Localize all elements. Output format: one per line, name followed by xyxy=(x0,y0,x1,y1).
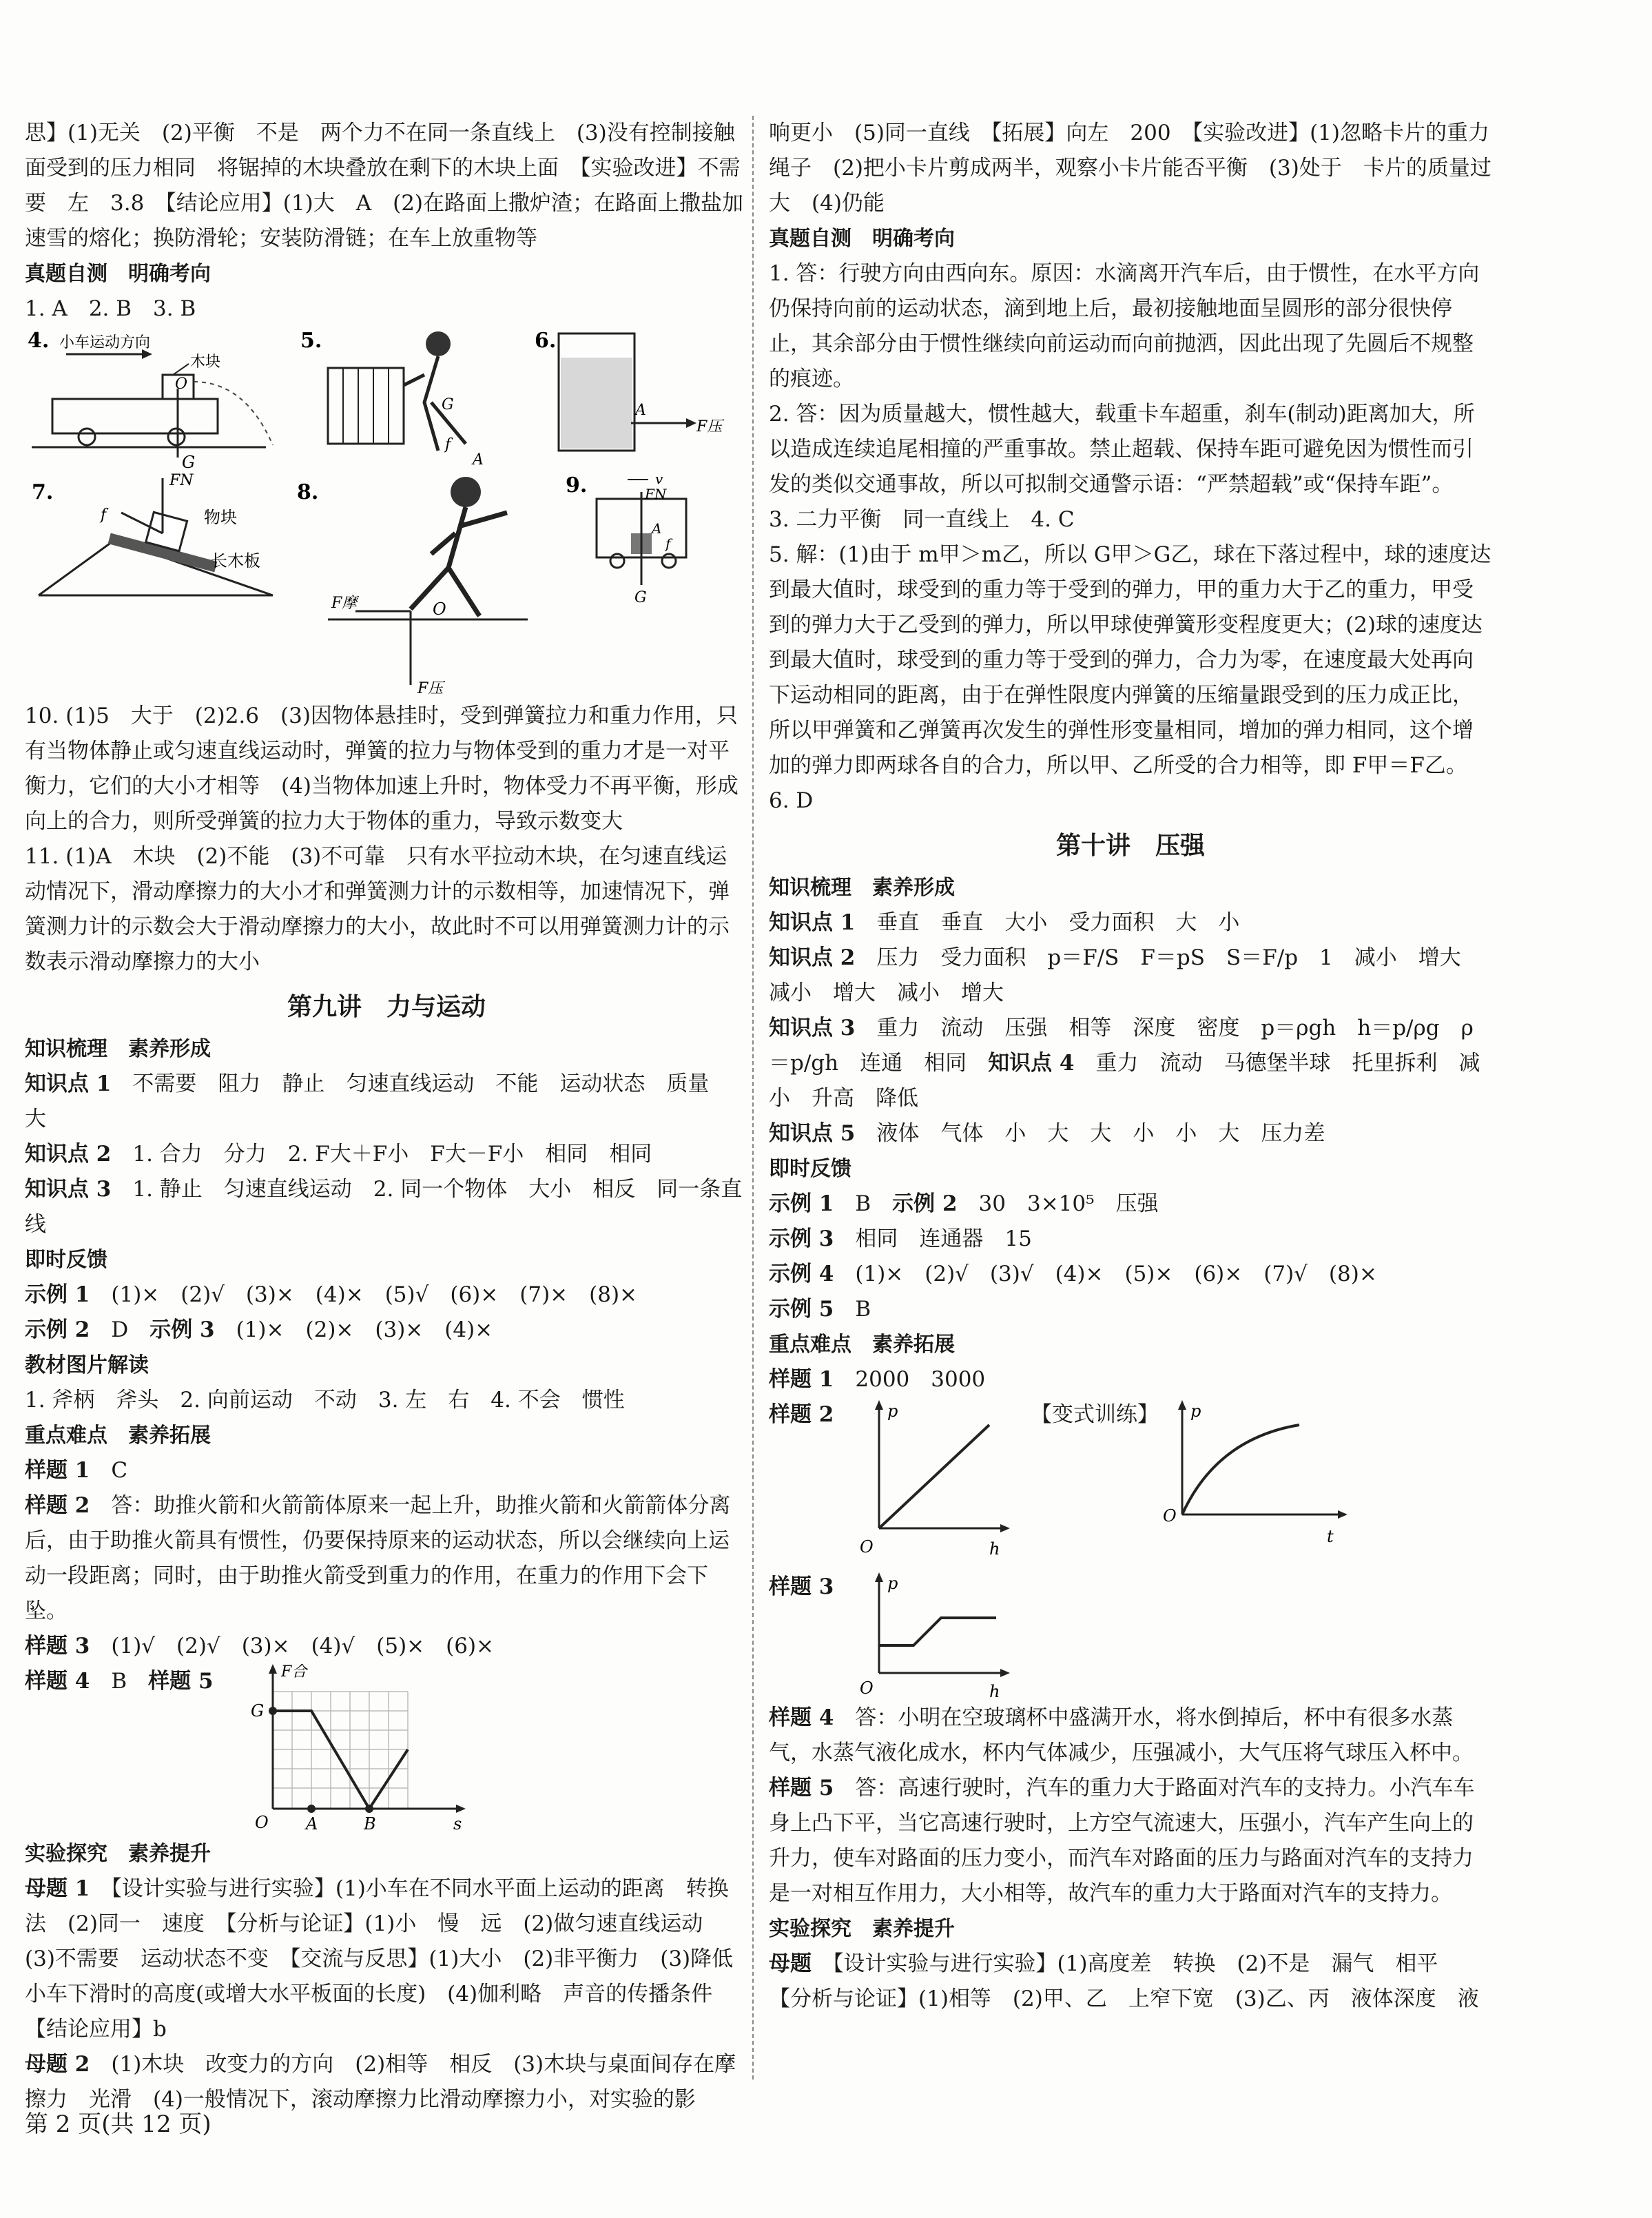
answer-paragraph: 2. 答：因为质量越大，惯性越大，载重卡车超重，刹车(制动)距离加大，所以造成连续追尾相撞的严重事故。禁止超载、保持车距可避免因为惯性而引发的类似交通事故，所以可拟制交通警示语：“严禁超载”或“保持车距”。 xyxy=(769,402,1475,497)
sample-label: 样题 5 xyxy=(148,1669,214,1694)
example-label: 示例 5 xyxy=(769,1297,834,1322)
mother-label: 母题 xyxy=(769,1951,812,1976)
g3-p-label: p xyxy=(887,1574,898,1593)
knowledge-text: 不需要 阻力 静止 匀速直线运动 不能 运动状态 质量 大 xyxy=(25,1071,731,1131)
fig7-board-label: 长木板 xyxy=(211,551,260,571)
sample-3-row xyxy=(769,1570,1492,1701)
sample-5-graph xyxy=(231,1664,479,1836)
answer-paragraph: 响更小 (5)同一直线 【拓展】向左 200 【实验改进】(1)忽略卡片的重力 绳子 (2)把小卡片剪成两半，观察小卡片能否平衡 (3)处于 卡片的质量过大 (4)仍能 xyxy=(769,121,1511,216)
sample-text: 答：助推火箭和火箭箭体原来一起上升，助推火箭和火箭箭体分离后，由于助推火箭具有惯性，仍要保持原来的运动状态，所以会继续向上运动一段距离；同时，由于助推火箭受到重力的作用，在重力的作用下会下坠。 xyxy=(25,1493,731,1623)
sample-label: 样题 1 xyxy=(25,1458,90,1483)
sample-text: (1)√ (2)√ (3)× (4)√ (5)× (6)× xyxy=(111,1634,495,1659)
example-text: B xyxy=(855,1191,871,1216)
variant-graph xyxy=(1155,1397,1361,1563)
sample-text: 2000 3000 xyxy=(855,1367,986,1392)
example-text: 30 3×10⁵ 压强 xyxy=(978,1191,1159,1216)
figure-row-4-6 xyxy=(25,327,748,471)
example-label: 示例 1 xyxy=(769,1191,834,1216)
variant-label: 【变式训练】 xyxy=(1031,1402,1159,1427)
knowledge-label: 知识点 1 xyxy=(25,1071,112,1096)
fig5-number: 5. xyxy=(300,329,322,353)
section-heading: 重点难点 素养拓展 xyxy=(769,1333,955,1357)
figure-row-7-9 xyxy=(25,471,748,699)
knowledge-label: 知识点 4 xyxy=(988,1051,1075,1076)
fig7-FN: FN xyxy=(169,472,194,489)
section-heading: 实验探究 素养提升 xyxy=(25,1842,211,1866)
knowledge-text: 液体 气体 小 大 大 小 小 大 压力差 xyxy=(876,1121,1325,1146)
example-label: 示例 4 xyxy=(769,1262,834,1286)
fig9-f: f xyxy=(665,535,671,552)
mother-text: 【设计实验与进行实验】(1)小车在不同水平面上运动的距离 转换法 (2)同一 速度 【分析与论证】(1)小 慢 远 (2)做匀速直线运动 (3)不需要 运动状态不变 【交流与反思】(1)大小 (2)非平衡力 (3)降低小车下滑时的高度(或增大水平板面的长度) (4)伽利略 声音的传播条件 【结论应用】b xyxy=(25,1876,734,2042)
section-heading: 真题自测 明确考向 xyxy=(769,227,955,251)
answer-paragraph: 11. (1)A 木块 (2)不能 (3)不可靠 只有水平拉动木块，在匀速直线运动情况下，滑动摩擦力的大小才和弹簧测力计的示数相等，加速情况下，弹簧测力计的示数会大于滑动摩擦力的大小，故此时不可以用弹簧测力计的示数表示滑动摩擦力的大小 xyxy=(25,844,730,974)
knowledge-text: 1. 合力 分力 2. F大＋F小 F大－F小 相同 相同 xyxy=(132,1142,652,1167)
knowledge-text: 重力 流动 压强 相等 深度 密度 p＝ρgh h＝p/ρg ρ＝p/gh 连通 相同 xyxy=(769,1016,1474,1076)
g3-h-label: h xyxy=(989,1682,1000,1701)
knowledge-label: 知识点 2 xyxy=(769,945,856,970)
sample-label: 样题 3 xyxy=(25,1634,90,1659)
page-footer: 第 2 页(共 12 页) xyxy=(25,2111,211,2138)
sample-label: 样题 5 xyxy=(769,1776,834,1800)
gv-t-label: t xyxy=(1327,1527,1334,1546)
section-heading: 知识梳理 素养形成 xyxy=(769,876,955,900)
g2-h-label: h xyxy=(989,1539,1000,1559)
example-text: D xyxy=(111,1317,129,1342)
knowledge-text: 垂直 垂直 大小 受力面积 大 小 xyxy=(876,910,1240,935)
sample-3-graph xyxy=(851,1570,1031,1701)
sample-label: 样题 2 xyxy=(25,1493,90,1518)
fig9-v: v xyxy=(655,471,663,487)
knowledge-text: 1. 静止 匀速直线运动 2. 同一个物体 大小 相反 同一条直线 xyxy=(25,1177,743,1237)
section-heading: 真题自测 明确考向 xyxy=(25,262,211,286)
knowledge-label: 知识点 1 xyxy=(769,910,856,935)
example-label: 示例 2 xyxy=(25,1317,90,1342)
section-heading: 即时反馈 xyxy=(25,1248,107,1272)
g2-p-label: p xyxy=(887,1401,898,1421)
g5-A-label: A xyxy=(306,1814,318,1834)
sample-text: C xyxy=(111,1458,128,1483)
fig5-f: f xyxy=(445,436,451,453)
example-label: 示例 3 xyxy=(149,1317,215,1342)
fig9-A: A xyxy=(652,520,662,537)
sample-label: 样题 4 xyxy=(25,1669,90,1694)
fig9-FN: FN xyxy=(645,486,667,502)
answer-line: 3. 二力平衡 同一直线上 4. C xyxy=(769,507,1075,532)
column-divider xyxy=(752,116,754,2080)
g5-G-label: G xyxy=(251,1701,265,1721)
sample-4-5-row xyxy=(25,1664,748,1836)
knowledge-label: 知识点 5 xyxy=(769,1121,856,1146)
example-label: 示例 3 xyxy=(769,1226,834,1251)
sample-text: 答：小明在空玻璃杯中盛满开水，将水倒掉后，杯中有很多水蒸气，水蒸气液化成水，杯内气体减少，压强减小，大气压将气球压入杯中。 xyxy=(769,1705,1474,1765)
fig8-O: O xyxy=(433,599,446,619)
example-text: 相同 连通器 15 xyxy=(855,1226,1032,1251)
g2-O-label: O xyxy=(860,1537,874,1557)
knowledge-label: 知识点 3 xyxy=(769,1016,856,1040)
sample-text: 答：高速行驶时，汽车的重力大于路面对汽车的支持力。小汽车车身上凸下平，当它高速行驶时，上方空气流速大，压强小，汽车产生向上的升力，使车对路面的压力变小，而汽车对路面的压力与路面对汽车的支持力是一对相互作用力，大小相等，故汽车的重力大于路面对汽车的支持力。 xyxy=(769,1776,1475,1906)
left-column xyxy=(25,116,748,2117)
answer-paragraph: 10. (1)5 大于 (2)2.6 (3)因物体悬挂时，受到弹簧拉力和重力作用，只有当物体静止或匀速直线运动时，弹簧的拉力与物体受到的重力才是一对平衡力，它们的大小才相等 (4)当物体加速上升时，物体受力不再平衡，形成向上的合力，则所受弹簧的拉力大于物体的重力，导致示数变大 xyxy=(25,704,739,834)
example-label: 示例 1 xyxy=(25,1282,90,1307)
fig7-block-label: 物块 xyxy=(204,508,237,527)
mother-label: 母题 1 xyxy=(25,1876,90,1901)
answer-paragraph: 思】(1)无关 (2)平衡 不是 两个力不在同一条直线上 (3)没有控制接触面受到的压力相同 将锯掉的木块叠放在剩下的木块上面 【实验改进】不需要 左 3.8 【结论应用】(1)大 A (2)在路面上撒炉渣；在路面上撒盐加速雪的熔化；换防滑轮；安装防滑链；在车上放重物等 xyxy=(25,121,744,251)
g5-F-label: F合 xyxy=(281,1664,307,1681)
figure-group-4-6 xyxy=(25,327,748,471)
mother-label: 母题 2 xyxy=(25,2052,90,2077)
answer-line: 6. D xyxy=(769,788,814,813)
knowledge-label: 知识点 3 xyxy=(25,1177,112,1202)
fig4-block-label: 木块 xyxy=(190,353,221,371)
sample-2-row xyxy=(769,1397,1492,1570)
lecture-title: 第十讲 压强 xyxy=(1055,832,1205,860)
fig6-number: 6. xyxy=(535,329,557,353)
sample-2-graph xyxy=(851,1397,1017,1563)
g5-s-label: s xyxy=(453,1814,462,1834)
figure-group-7-9 xyxy=(25,471,748,699)
example-text: B xyxy=(855,1297,871,1322)
fig7-number: 7. xyxy=(32,480,54,504)
answer-paragraph: 5. 解：(1)由于 m甲＞m乙，所以 G甲＞G乙，球在下落过程中，球的速度达到最大值时，球受到的重力等于受到的弹力，甲的重力大于乙的重力，甲受到的弹力大于乙受到的弹力，所以甲球使弹簧形变程度更大；(2)球的速度达到最大值时，球受到的重力等于受到的弹力，合力为零，在速度最大处再向下运动相同的距离，由于在弹性限度内弹簧的压缩量跟受到的压力成正比，所以甲弹簧和乙弹簧再次发生的弹性形变量相同，增加的弹力相同，这个增加的弹力即两球各自的合力，所以甲、乙所受的合力相等，即 F甲＝F乙。 xyxy=(769,542,1491,778)
g3-O-label: O xyxy=(860,1678,874,1698)
gv-p-label: p xyxy=(1190,1401,1201,1421)
fig4-O: O xyxy=(175,376,188,393)
sample-label: 样题 4 xyxy=(769,1705,834,1730)
section-heading: 教材图片解读 xyxy=(25,1353,149,1377)
lecture-title: 第九讲 力与运动 xyxy=(287,993,486,1021)
example-label: 示例 2 xyxy=(892,1191,958,1216)
sample-label: 样题 1 xyxy=(769,1367,834,1392)
mother-text: 【设计实验与进行实验】(1)高度差 转换 (2)不是 漏气 相平 xyxy=(833,1951,1438,1976)
fig5-G: G xyxy=(442,396,454,413)
fig8-number: 8. xyxy=(297,480,319,504)
g5-B-label: B xyxy=(364,1814,376,1834)
fig6-F: F压 xyxy=(696,418,723,435)
g5-O-label: O xyxy=(255,1813,269,1832)
mother-text: 【分析与论证】(1)相等 (2)甲、乙 上窄下宽 (3)乙、丙 液体深度 液 xyxy=(769,1986,1479,2011)
knowledge-text: 重力 流动 马德堡半球 托里拆利 减小 升高 降低 xyxy=(769,1051,1480,1111)
answer-line: 1. 斧柄 斧头 2. 向前运动 不动 3. 左 右 4. 不会 惯性 xyxy=(25,1388,625,1413)
section-heading: 实验探究 素养提升 xyxy=(769,1917,955,1941)
mother-text: (1)木块 改变力的方向 (2)相等 相反 (3)木块与桌面间存在摩擦力 光滑 (4)一般情况下，滚动摩擦力比滑动摩擦力小，对实验的影 xyxy=(25,2052,736,2112)
fig4-G: G xyxy=(182,453,196,471)
answer-paragraph: 1. 答：行驶方向由西向东。原因：水滴离开汽车后，由于惯性，在水平方向仍保持向前的运动状态，滴到地上后，最初接触地面呈圆形的部分很快停止，其余部分由于惯性继续向前运动而向前抛洒，因此出现了先圆后不规整的痕迹。 xyxy=(769,261,1480,391)
fig9-number: 9. xyxy=(566,473,588,497)
gv-O-label: O xyxy=(1163,1506,1177,1526)
example-text: (1)× (2)√ (3)× (4)× (5)√ (6)× (7)× (8)× xyxy=(111,1282,638,1307)
example-text: (1)× (2)√ (3)√ (4)× (5)× (6)× (7)√ (8)× xyxy=(855,1262,1377,1286)
sample-label: 样题 2 xyxy=(769,1402,834,1427)
fig8-F2: F压 xyxy=(417,680,444,697)
fig4-direction-label: 小车运动方向 xyxy=(59,334,151,351)
example-text: (1)× (2)× (3)× (4)× xyxy=(236,1317,493,1342)
answer-line: 1. A 2. B 3. B xyxy=(25,296,196,321)
knowledge-text: 压力 受力面积 p＝F/S F＝pS S＝F/p 1 减小 增大 减小 增大 减小 增大 xyxy=(769,945,1483,1005)
right-column xyxy=(769,116,1511,2017)
section-heading: 即时反馈 xyxy=(769,1157,851,1181)
sample-text: B xyxy=(111,1669,127,1694)
fig5-A: A xyxy=(473,451,484,469)
section-heading: 重点难点 素养拓展 xyxy=(25,1424,211,1448)
fig4-number: 4. xyxy=(28,329,50,353)
fig6-A: A xyxy=(635,402,646,419)
sample-label: 样题 3 xyxy=(769,1574,834,1599)
fig8-F1: F摩 xyxy=(331,595,358,612)
section-heading: 知识梳理 素养形成 xyxy=(25,1037,211,1061)
fig9-G: G xyxy=(634,589,647,606)
knowledge-label: 知识点 2 xyxy=(25,1142,112,1167)
fig7-f: f xyxy=(101,506,107,524)
